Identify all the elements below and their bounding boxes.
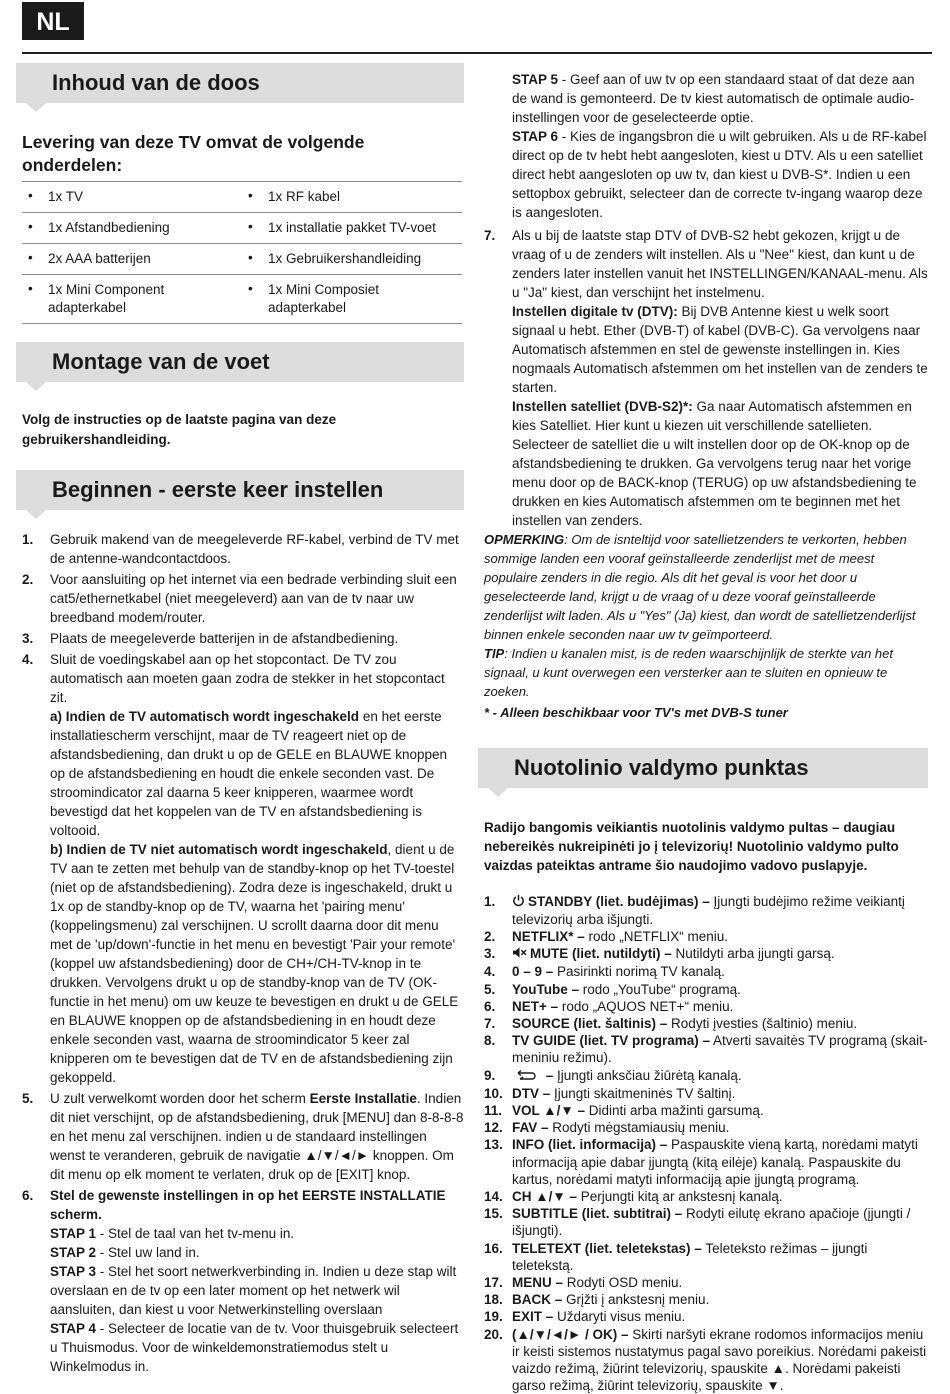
contents-item: 1x Afstandbediening bbox=[48, 220, 170, 235]
item-number: 20. bbox=[484, 1326, 503, 1342]
section-banner-contents bbox=[16, 63, 464, 103]
contents-item: 2x AAA batterijen bbox=[48, 251, 151, 266]
power-icon bbox=[512, 894, 528, 911]
remote-intro: Radijo bangomis veikiantis nuotolinis valdymo pultas – daugiau nebereikės nukreipinėti jo į televizorių! Nuotolinio valdymo pulto vaizdas pateiktas antrame šio naudojimo vadovo puslapyje. bbox=[484, 820, 899, 873]
stap-item bbox=[50, 1262, 464, 1319]
step-subtext bbox=[50, 840, 464, 1087]
step-subtext bbox=[50, 707, 464, 840]
remote-item bbox=[484, 981, 928, 998]
remote-item bbox=[484, 1067, 928, 1085]
remote-key-label: DTV – bbox=[512, 1085, 551, 1101]
stap-text: - Geef aan of uw tv op een standaard staat of dat deze aan de wand is gemonteerd. De tv kiest automatisch de optimale audio-instellingen voor de geselecteerde optie. bbox=[512, 72, 915, 125]
stap-label: STAP 2 bbox=[50, 1245, 97, 1260]
tip-text: : Indien u kanalen mist, is de reden waarschijnlijk de sterkte van het signaal, u kunt overwegen een versterker aan te sluiten en opnieuw te zoeken. bbox=[484, 646, 893, 699]
remote-key-description: rodo „NETFLIX“ meniu. bbox=[584, 929, 729, 945]
stand-instructions: Volg de instructies op de laatste pagina van deze gebruikershandleiding. bbox=[22, 412, 337, 447]
remote-key-label: 0 – 9 – bbox=[512, 964, 554, 980]
remote-key-label: EXIT – bbox=[512, 1309, 554, 1325]
remote-key-description: Įjungti anksčiau žiūrėtą kanalą. bbox=[553, 1067, 742, 1083]
list-item: 2. Voor aansluiting op het internet via een bedrade verbinding sluit een cat5/ethernetkabel (niet meegeleverd) aan van de tv naar uw breedband modem/router. bbox=[22, 570, 464, 627]
stap-text: - Stel uw land in. bbox=[96, 1245, 200, 1260]
remote-key-label: NETFLIX* – bbox=[512, 929, 585, 945]
remote-key-label: – bbox=[542, 1067, 554, 1083]
table-row: • 2x AAA batterijen • 1x Gebruikershandleiding bbox=[22, 244, 462, 275]
remote-item bbox=[484, 1015, 928, 1032]
remote-key-description: Teleteksto režimas – įjungti teletekstą. bbox=[512, 1240, 868, 1273]
item-number: 7. bbox=[484, 1016, 496, 1032]
remote-key-description: Įjungti budėjimo režime veikiantį televizorių arba išjungti. bbox=[512, 894, 905, 928]
remote-key-description: Rodyti eilutę ekrano apačioje (įjungti / išjungti). bbox=[512, 1206, 911, 1239]
item-number: 2. bbox=[484, 929, 496, 945]
remote-key-label: INFO (liet. informacija) – bbox=[512, 1137, 668, 1153]
remote-key-label: SUBTITLE (liet. subtitrai) – bbox=[512, 1206, 683, 1222]
contents-item: 1x Mini Composiet adapterkabel bbox=[268, 282, 380, 315]
remote-item bbox=[484, 1240, 928, 1274]
step-sublabel: a) Indien de TV automatisch wordt ingeschakeld bbox=[50, 709, 360, 724]
remote-item bbox=[484, 1085, 928, 1102]
section-title: Inhoud van de doos bbox=[52, 70, 260, 95]
item-number: 15. bbox=[484, 1206, 503, 1222]
remote-key-label: TV GUIDE (liet. TV programa) – bbox=[512, 1033, 711, 1049]
item-number: 8. bbox=[484, 1033, 496, 1049]
stap-text: - Stel het soort netwerkverbinding in. Indien u deze stap wilt overslaan en de tv op een later moment op het netwerk wil aansluiten, dan kiest u voor Netwerkinstelling overslaan bbox=[50, 1264, 457, 1317]
item-number: 19. bbox=[484, 1309, 503, 1325]
remote-item bbox=[484, 1188, 928, 1205]
section-banner-remote bbox=[478, 748, 928, 788]
remote-key-description: Paspauskite vieną kartą, norėdami matyti informaciją apie dabar įjungtą (kitą eilėje) kanalą. Paspauskite du kartus, norėdami matyti informaciją apie įjungtą programą. bbox=[512, 1137, 918, 1187]
section-banner-getting-started bbox=[16, 470, 464, 510]
mute-icon bbox=[512, 946, 530, 963]
step-text: Plaats de meegeleverde batterijen in de afstandbediening. bbox=[50, 631, 399, 646]
step-text: Sluit de voedingskabel aan op het stopcontact. De TV zou automatisch aan moeten gaan zodra de stekker in het stopcontact zit. bbox=[50, 652, 445, 705]
stap-item bbox=[50, 1224, 464, 1243]
section-banner-stand bbox=[16, 342, 464, 382]
note-text: : Om de isnteltijd voor satellietzenders te verkorten, hebben sommige landen een vooraf geïnstalleerde zenderlijst met de meest populaire zenders in die regio. Als dit het geval is voor het door u geselecteerde land, krijgt u de vraag of u deze vooraf geïnstalleerde zenderlijst wilt laden. Als u "Yes" (Ja) kiest, dan wordt de satellietzenderlijst binnen enkele seconden naar uw tv geïmporteerd. bbox=[484, 532, 916, 642]
list-item: 3. Plaats de meegeleverde batterijen in de afstandbediening. bbox=[22, 629, 464, 648]
item-number: 6. bbox=[484, 998, 496, 1014]
item-number: 4. bbox=[484, 964, 496, 980]
list-item bbox=[484, 70, 928, 222]
remote-item bbox=[484, 928, 928, 945]
step-subtext bbox=[512, 397, 928, 530]
step-text: Als u bij de laatste stap DTV of DVB-S2 hebt gekozen, krijgt u de vraag of u de zenders wilt instellen. Als u "Nee" kiest, dan kunt u de zenders later instellen vanuit het INSTELLINGEN/KANAAL-menu. Als u "Ja" kiest, dan verschijnt het instelmenu. bbox=[512, 228, 928, 300]
remote-key-description: Grįžti į ankstesnį meniu. bbox=[562, 1292, 710, 1308]
remote-key-description: Nutildyti arba įjungti garsą. bbox=[671, 946, 835, 962]
stap-label: STAP 1 bbox=[50, 1226, 97, 1241]
remote-item bbox=[484, 1136, 928, 1188]
remote-key-label: MENU – bbox=[512, 1274, 564, 1290]
item-number: 14. bbox=[484, 1188, 503, 1204]
stap-item bbox=[50, 1319, 464, 1376]
remote-key-description: Perjungti kitą ar ankstesnį kanalą. bbox=[576, 1188, 783, 1204]
item-number: 1. bbox=[484, 894, 496, 909]
step-subbody: , dient u de TV aan te zetten met behulp van de standby-knop op het TV-toestel (niet op de afstandsbediening). Zodra deze is ingeschakeld, drukt u 1x op de standby-knop op de TV, waarna het 'pairing menu' (koppelingsmenu) zal verschijnen. U scrollt daarna door dit menu met de 'up/down'-functie in het menu en bevestigt 'Pair your remote' (koppel uw afstandsbediening) door de CH+/CH-TV-knop in te drukken. Vervolgens drukt u op de standby-knop van de TV (OK-functie in het menu) om uw keuze te bevestigen en drukt u de GELE en BLAUWE knoppen op de afstandsbediening in en houdt deze enkele seconden vast, waarna de stroomindicator 5 keer zal knipperen om te bevestigen dat de TV en de afstandsbediening zijn gekoppeld. bbox=[50, 842, 459, 1085]
remote-key-description: rodo „YouTube“ programą. bbox=[579, 981, 741, 997]
header-rule bbox=[22, 52, 932, 54]
tip-paragraph bbox=[484, 644, 928, 701]
remote-item bbox=[484, 893, 928, 928]
step-text: Gebruik makend van de meegeleverde RF-kabel, verbind de TV met de antenne-wandcontactdoos. bbox=[50, 532, 459, 566]
step-subtext bbox=[512, 302, 928, 397]
remote-key-label: CH ▲/▼ – bbox=[512, 1188, 577, 1204]
remote-item bbox=[484, 1102, 928, 1119]
remote-key-label: TELETEXT (liet. teletekstas) – bbox=[512, 1240, 702, 1256]
contents-item: 1x RF kabel bbox=[268, 189, 341, 204]
tip-label: TIP bbox=[484, 646, 505, 661]
remote-button-list bbox=[484, 893, 928, 1394]
item-number: 3. bbox=[484, 946, 496, 962]
remote-item bbox=[484, 1274, 928, 1291]
step-sublabel: Instellen digitale tv (DTV): bbox=[512, 304, 678, 319]
stap-text: - Stel de taal van het tv-menu in. bbox=[96, 1226, 295, 1241]
remote-item bbox=[484, 1119, 928, 1136]
setup-steps bbox=[22, 530, 464, 1376]
contents-item: 1x Gebruikershandleiding bbox=[268, 251, 422, 266]
step-body: U zult verwelkomt worden door het scherm bbox=[50, 1091, 310, 1106]
remote-key-label: YouTube – bbox=[512, 981, 579, 997]
remote-item bbox=[484, 1326, 928, 1394]
item-number: 18. bbox=[484, 1292, 503, 1308]
stap-label: STAP 6 bbox=[512, 129, 559, 144]
language-tab: NL bbox=[22, 2, 84, 40]
remote-key-description: rodo „AQUOS NET+“ meniu. bbox=[558, 998, 734, 1014]
step-subbody: Bij DVB Antenne kiest u welk soort signaal u hebt. Ether (DVB-T) of kabel (DVB-C). Ga vervolgens naar Automatisch afstemmen en stel de gewenste instellingen in. Kies nogmaals Automatisch afstemmen om het instellen van de zenders te starten. bbox=[512, 304, 928, 395]
list-item: 7. Als u bij de laatste stap DTV of DVB-S2 hebt gekozen, krijgt u de vraag of u de zenders wilt instellen. Als u "Nee" kiest, dan kunt u de zenders later instellen vanuit het INSTELLINGEN/KANAAL-menu. Als u "Ja" kiest, dan verschijnt het instelmenu. Instellen digitale tv (DTV): Bij DVB Antenne kiest u welk soort signaal u hebt. Ether (DVB-T) of kabel (DVB-C). Ga vervolgens naar Automatisch afstemmen en stel de gewenste instellingen in. Kies nogmaals Automatisch afstemmen om het instellen van de zenders te starten. Instellen satelliet (DVB-S2)*: Ga naar Automatisch afstemmen en kies Satelliet. Hier kunt u kiezen uit verschillende satellieten. Selecteer de satelliet die u wilt instellen door op de OK-knop op de afstandsbediening te drukken. Ga vervolgens terug naar het vorige menu door op de BACK-knop (TERUG) op uw afstandsbediening te drukken en kies Automatisch afstemmen om te beginnen met het instellen van zenders. bbox=[484, 228, 928, 528]
remote-key-description: Rodyti įvesties (šaltinio) meniu. bbox=[667, 1016, 858, 1032]
list-item: 5. U zult verwelkomt worden door het scherm Eerste Installatie. Indien dit niet verschijnt, op de afstandsbediening, druk [MENU] dan 8-8-8-8 en het menu zal verschijnen. indien u de standaard instellingen wenst te veranderen, gebruik de navigatie ▲/▼/◄/► knoppen. Om dit menu op elk moment te verlaten, druk op de [EXIT] knop. bbox=[22, 1091, 464, 1182]
note-paragraph bbox=[484, 530, 928, 644]
stap-label: STAP 3 bbox=[50, 1264, 97, 1279]
contents-table bbox=[22, 181, 462, 324]
remote-key-description: Atverti savaitės TV programą (skaitmeniniu režimu). bbox=[512, 1033, 928, 1066]
list-item: 4. Sluit de voedingskabel aan op het stopcontact. De TV zou automatisch aan moeten gaan zodra de stekker in het stopcontact zit. a) Indien de TV automatisch wordt ingeschakeld en het eerste installatiescherm verschijnt, maar de TV reageert niet op de afstandsbediening, dan drukt u op de GELE en BLAUWE knoppen op de afstandsbediening en houdt die enkele seconden vast. De stroomindicator zal daarna 5 keer knipperen, waarmee wordt bevestigd dat het koppelen van de TV en afstandsbediening is voltooid. b) Indien de TV niet automatisch wordt ingeschakeld, dient u de TV aan te zetten met behulp van de standby-knop op het TV-toestel (niet op de afstandsbediening). Zodra deze is ingeschakeld, drukt u 1x op de standby-knop op de TV, waarna het 'pairing menu' (koppelingsmenu) zal verschijnen. U scrollt daarna door dit menu met de 'up/down'-functie in het menu en bevestigt 'Pair your remote' (koppel uw afstandsbediening) door de CH+/CH-TV-knop in te drukken. Vervolgens drukt u op de standby-knop van de TV (OK-functie in het menu) om uw keuze te bevestigen en drukt u de GELE en BLAUWE knoppen op de afstandsbediening in en houdt deze enkele seconden vast, waarna de stroomindicator 5 keer zal knipperen om te bevestigen dat de TV en de afstandsbediening zijn gekoppeld. bbox=[22, 650, 464, 1087]
table-row: • 1x Mini Component adapterkabel • 1x Mini Composiet adapterkabel bbox=[22, 275, 462, 324]
step-text bbox=[50, 1089, 464, 1184]
item-number: 5. bbox=[484, 981, 496, 997]
remote-key-description: Didinti arba mažinti garsumą. bbox=[585, 1102, 764, 1118]
remote-key-description: Rodyti mėgstamiausių meniu. bbox=[548, 1120, 730, 1136]
item-number: 11. bbox=[484, 1102, 503, 1118]
step-body: . Indien dit niet verschijnt, op de afstandsbediening, druk [MENU] dan 8-8-8-8 en het menu zal verschijnen. indien u de standaard instellingen wenst te veranderen, gebruik de navigatie ▲/▼/◄/► knoppen. Om dit menu op elk moment te verlaten, druk op de [EXIT] knop. bbox=[50, 1091, 464, 1182]
list-item: 6. Stel de gewenste instellingen in op het EERSTE INSTALLATIE scherm. STAP 1 - Stel de taal van het tv-menu in. STAP 2 - Stel uw land in. STAP 3 - Stel het soort netwerkverbinding in. Indien u deze stap wilt overslaan en de tv op een later moment op het netwerk wil aansluiten, dan kiest u voor Netwerkinstelling overslaan STAP 4 - Selecteer de locatie van de tv. Voor thuisgebruik selecteert u Thuismodus. Voor de winkeldemonstratiemodus stelt u Winkelmodus in. bbox=[22, 1186, 464, 1376]
remote-item bbox=[484, 945, 928, 963]
remote-key-description: Įjungti skaitmeninės TV šaltinį. bbox=[550, 1085, 736, 1101]
remote-key-description: Rodyti OSD meniu. bbox=[563, 1274, 683, 1290]
remote-item bbox=[484, 1205, 928, 1239]
remote-key-description: Skirti naršyti ekrane rodomos informacijos meniu ir keisti sistemos nustatymus pagal savo poreikius. Norėdami pakeisti vaizdo režimą, žiūrint televizorių, spauskite ▲. Norėdami pakeisti garso režimą, žiūrint televizorių, spauskite ▼. bbox=[512, 1326, 927, 1394]
contents-subheading: Levering van deze TV omvat de volgende onderdelen: bbox=[22, 132, 365, 175]
stap-item bbox=[512, 70, 928, 127]
step-subbody: en het eerste installatiescherm verschijnt, maar de TV reageert niet op de afstandsbediening, dan drukt u op de GELE en BLAUWE knoppen op de afstandsbediening en houdt die enkele seconden vast. De stroomindicator zal daarna 5 keer knipperen, waarmee wordt bevestigd dat het koppelen van de TV en afstandsbediening is voltooid. bbox=[50, 709, 448, 838]
section-title: Nuotolinio valdymo punktas bbox=[514, 755, 809, 780]
contents-item: 1x Mini Component adapterkabel bbox=[48, 282, 165, 315]
recall-icon bbox=[512, 1068, 542, 1085]
remote-key-label: NET+ – bbox=[512, 998, 559, 1014]
step-emphasis: Eerste Installatie bbox=[309, 1091, 417, 1106]
item-number: 13. bbox=[484, 1137, 503, 1153]
remote-key-label: (▲/▼/◄/► / OK) – bbox=[512, 1326, 629, 1342]
item-number: 9. bbox=[484, 1067, 496, 1083]
stap-label: STAP 5 bbox=[512, 72, 559, 87]
remote-key-label: FAV – bbox=[512, 1120, 549, 1136]
note-label: OPMERKING bbox=[484, 532, 565, 547]
item-number: 10. bbox=[484, 1085, 503, 1101]
footnote: * - Alleen beschikbaar voor TV's met DVB-S tuner bbox=[484, 705, 788, 720]
item-number: 16. bbox=[484, 1240, 503, 1256]
stap-text: - Kies de ingangsbron die u wilt gebruiken. Als u de RF-kabel direct op de tv hebt hebt aangesloten, kiest u DTV. Als u een satelliet direct hebt aangesloten op uw tv, dan kiest u DVB-S*. Indien u een settopbox gebruikt, selecteer dan de correcte tv-ingang waarop deze is aangesloten. bbox=[512, 129, 927, 220]
stap-label: STAP 4 bbox=[50, 1321, 97, 1336]
contents-item: 1x installatie pakket TV-voet bbox=[268, 220, 436, 235]
stap-text: - Selecteer de locatie van de tv. Voor thuisgebruik selecteert u Thuismodus. Voor de winkeldemonstratiemodus stelt u Winkelmodus in. bbox=[50, 1321, 459, 1374]
table-row: • 1x Afstandbediening • 1x installatie pakket TV-voet bbox=[22, 213, 462, 244]
left-column bbox=[22, 63, 464, 1376]
section-title: Montage van de voet bbox=[52, 349, 270, 374]
setup-steps-continued bbox=[484, 70, 928, 530]
stap-item bbox=[50, 1243, 464, 1262]
remote-key-label: SOURCE (liet. šaltinis) – bbox=[512, 1016, 668, 1032]
remote-item bbox=[484, 1032, 928, 1066]
table-row: • 1x TV • 1x RF kabel bbox=[22, 182, 462, 213]
right-column bbox=[484, 70, 928, 1394]
remote-key-label: VOL ▲/▼ – bbox=[512, 1102, 585, 1118]
section-title: Beginnen - eerste keer instellen bbox=[52, 477, 384, 502]
step-sublabel: b) Indien de TV niet automatisch wordt ingeschakeld bbox=[50, 842, 388, 857]
list-item: 1. Gebruik makend van de meegeleverde RF-kabel, verbind de TV met de antenne-wandcontactdoos. bbox=[22, 530, 464, 568]
stap-item bbox=[512, 127, 928, 222]
step-subbody: Ga naar Automatisch afstemmen en kies Satelliet. Hier kunt u kiezen uit verschillende satellieten. Selecteer de satelliet die u wilt instellen door op de OK-knop op de afstandsbediening te drukken. Ga vervolgens terug naar het vorige menu door op de BACK-knop (TERUG) op uw afstandsbediening te drukken en kies Automatisch afstemmen om te beginnen met het instellen van zenders. bbox=[512, 399, 917, 528]
item-number: 17. bbox=[484, 1274, 503, 1290]
step-sublabel: Instellen satelliet (DVB-S2)*: bbox=[512, 399, 693, 414]
step-heading: Stel de gewenste instellingen in op het EERSTE INSTALLATIE scherm. bbox=[50, 1188, 446, 1222]
remote-item bbox=[484, 998, 928, 1015]
remote-key-description: Pasirinkti norimą TV kanalą. bbox=[553, 964, 725, 980]
step-text: Voor aansluiting op het internet via een bedrade verbinding sluit een cat5/ethernetkabel (niet meegeleverd) aan van de tv naar uw breedband modem/router. bbox=[50, 572, 457, 625]
remote-item bbox=[484, 963, 928, 980]
remote-key-label: STANDBY (liet. budėjimas) – bbox=[528, 894, 710, 909]
remote-item bbox=[484, 1308, 928, 1325]
contents-item: 1x TV bbox=[48, 189, 84, 204]
remote-key-description: Uždaryti visus meniu. bbox=[553, 1309, 686, 1325]
remote-key-label: MUTE (liet. nutildyti) – bbox=[530, 946, 672, 962]
remote-item bbox=[484, 1291, 928, 1308]
remote-key-label: BACK – bbox=[512, 1292, 563, 1308]
item-number: 12. bbox=[484, 1120, 503, 1136]
